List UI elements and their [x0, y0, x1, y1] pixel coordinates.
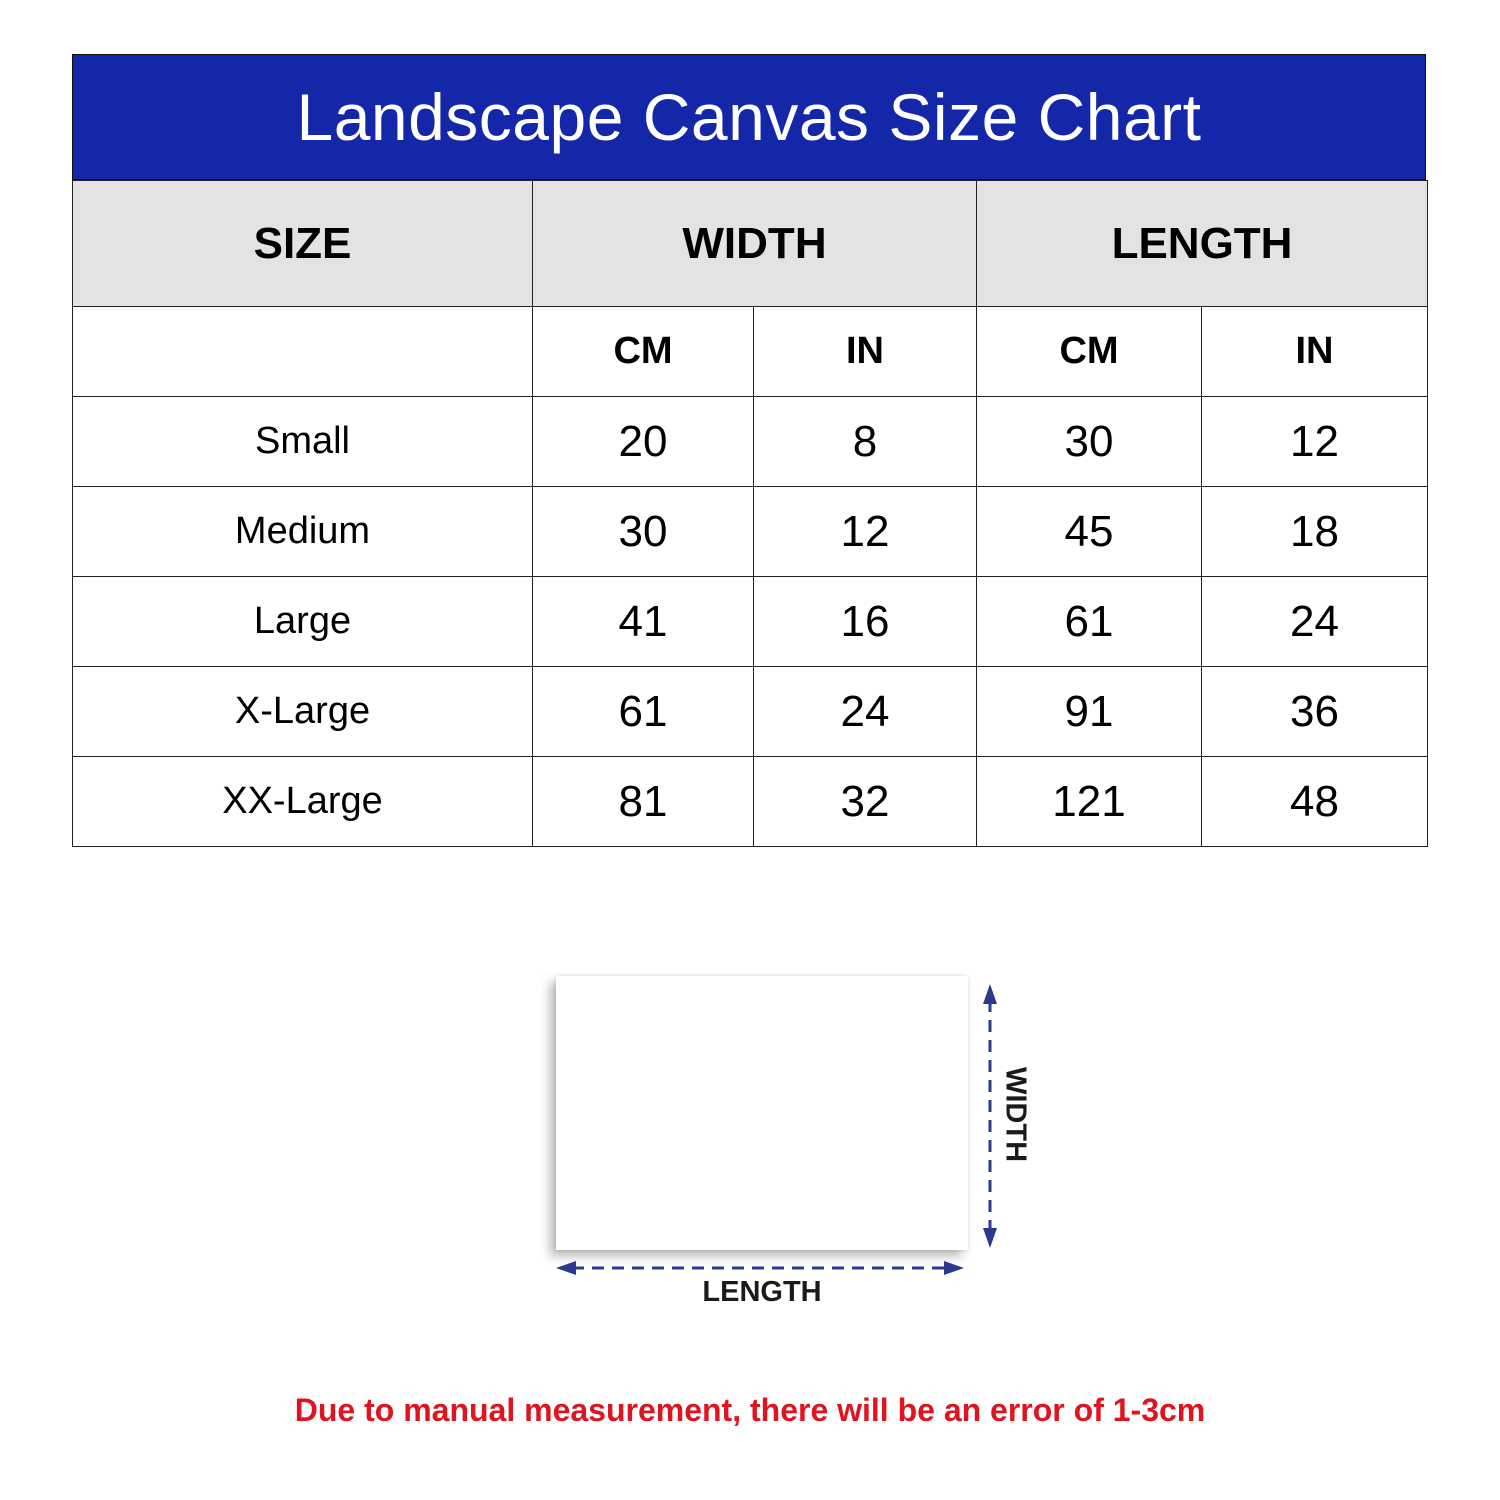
title-banner [72, 54, 1426, 180]
table-row [73, 757, 1428, 847]
width-in-cell: 8 [754, 397, 977, 487]
width-arrowhead-bottom [983, 1228, 997, 1248]
width-in-cell: 12 [754, 487, 977, 577]
header-width: WIDTH [533, 181, 977, 307]
length-cm-cell: 61 [977, 577, 1202, 667]
size-cell: X-Large [73, 667, 533, 757]
length-cm-cell: 91 [977, 667, 1202, 757]
size-cell: Medium [73, 487, 533, 577]
size-cell: Large [73, 577, 533, 667]
width-label: WIDTH [999, 1066, 1032, 1163]
length-label: LENGTH [702, 1276, 822, 1308]
table-row [73, 487, 1428, 577]
width-cm-cell: 81 [533, 757, 754, 847]
table-row [73, 577, 1428, 667]
unit-row [73, 307, 1428, 397]
width-in-cell: 16 [754, 577, 977, 667]
length-cm-cell: 45 [977, 487, 1202, 577]
length-in-cell: 12 [1202, 397, 1428, 487]
size-cell: XX-Large [73, 757, 533, 847]
length-in-cell: 24 [1202, 577, 1428, 667]
unit-blank [73, 307, 533, 397]
width-cm-cell: 41 [533, 577, 754, 667]
width-cm-cell: 20 [533, 397, 754, 487]
width-cm-cell: 61 [533, 667, 754, 757]
length-arrowhead-right [944, 1261, 964, 1275]
measurement-disclaimer: Due to manual measurement, there will be an error of 1-3cm [294, 1392, 1206, 1428]
header-row [73, 181, 1428, 307]
unit-width-cm: CM [533, 307, 754, 397]
page-title: Landscape Canvas Size Chart [296, 80, 1202, 154]
length-arrowhead-left [556, 1261, 576, 1275]
size-table [72, 180, 1428, 847]
length-in-cell: 48 [1202, 757, 1428, 847]
unit-width-in: IN [754, 307, 977, 397]
table-row [73, 667, 1428, 757]
length-in-cell: 36 [1202, 667, 1428, 757]
unit-length-cm: CM [977, 307, 1202, 397]
size-cell: Small [73, 397, 533, 487]
width-in-cell: 24 [754, 667, 977, 757]
width-in-cell: 32 [754, 757, 977, 847]
length-in-cell: 18 [1202, 487, 1428, 577]
width-cm-cell: 30 [533, 487, 754, 577]
table-row [73, 397, 1428, 487]
length-cm-cell: 30 [977, 397, 1202, 487]
header-size: SIZE [73, 181, 533, 307]
width-arrowhead-top [983, 984, 997, 1004]
unit-length-in: IN [1202, 307, 1428, 397]
canvas-illustration [556, 976, 968, 1250]
length-cm-cell: 121 [977, 757, 1202, 847]
header-length: LENGTH [977, 181, 1428, 307]
